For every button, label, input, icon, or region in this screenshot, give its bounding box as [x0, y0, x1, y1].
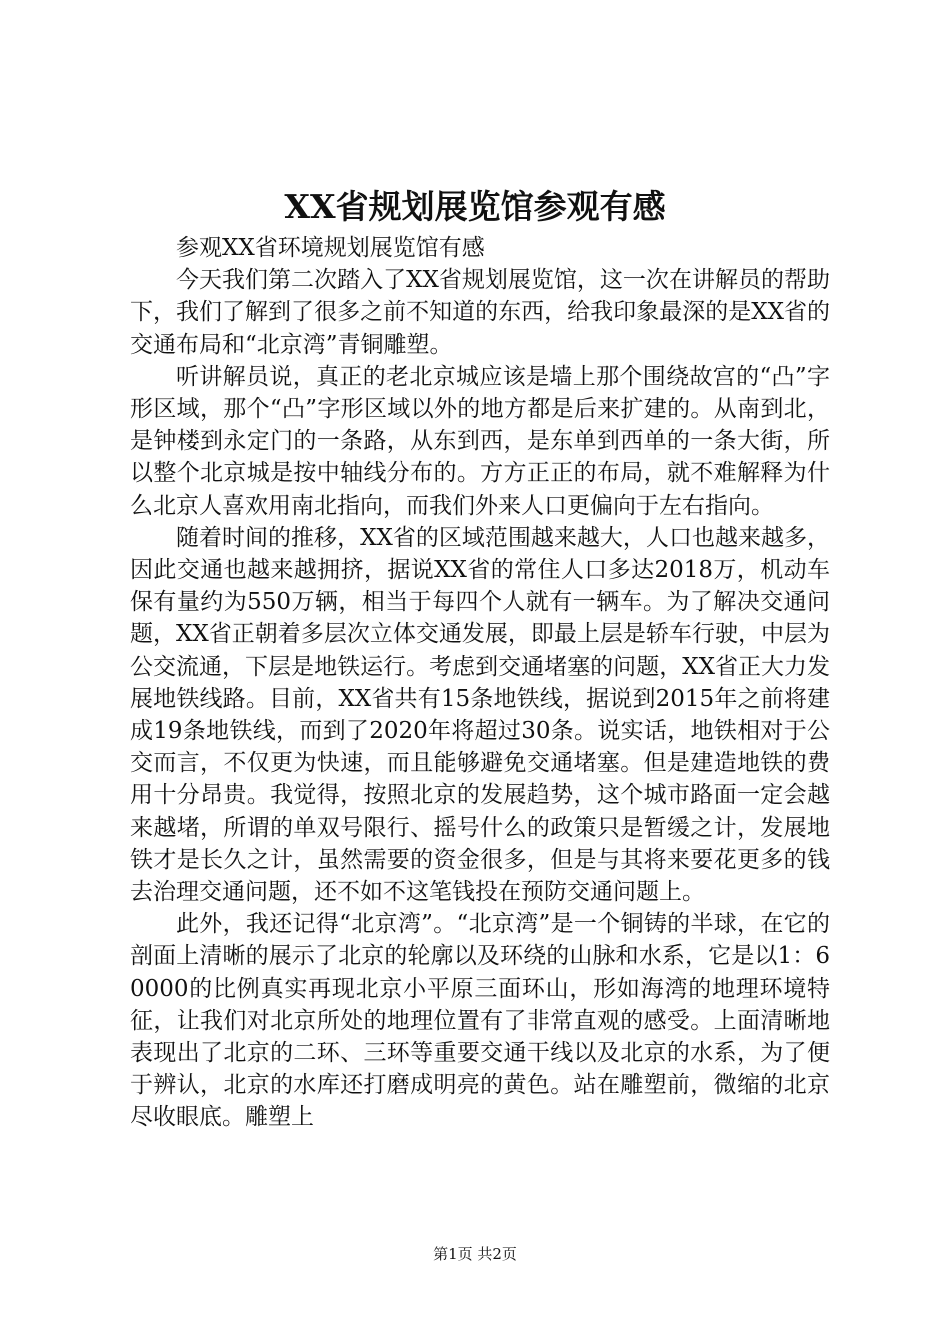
- paragraph: 随着时间的推移，XX省的区域范围越来越大，人口也越来越多，因此交通也越来越拥挤，据说XX省的常住人口多达2018万，机动车保有量约为550万辆，相当于每四个人就有一辆车。为了解决交通问题，XX省正朝着多层次立体交通发展，即最上层是轿车行驶，中层为公交流通，下层是地铁运行。考虑到交通堵塞的问题，XX省正大力发展地铁线路。目前，XX省共有15条地铁线，据说到2015年之前将建成19条地铁线，而到了2020年将超过30条。说实话，地铁相对于公交而言，不仅更为快速，而且能够避免交通堵塞。但是建造地铁的费用十分昂贵。我觉得，按照北京的发展趋势，这个城市路面一定会越来越堵，所谓的单双号限行、摇号什么的政策只是暂缓之计，发展地铁才是长久之计，虽然需要的资金很多，但是与其将来要花更多的钱去治理交通问题，还不如不这笔钱投在预防交通问题上。: [130, 524, 830, 906]
- document-body: [130, 232, 830, 1134]
- paragraph: 今天我们第二次踏入了XX省规划展览馆，这一次在讲解员的帮助下，我们了解到了很多之前不知道的东西，给我印象最深的是XX省的交通布局和“北京湾”青铜雕塑。: [130, 267, 830, 358]
- document-title: XX省规划展览馆参观有感: [284, 187, 666, 226]
- paragraph-subtitle: 参观XX省环境规划展览馆有感: [176, 235, 485, 261]
- paragraph: 此外，我还记得“北京湾”。“北京湾”是一个铜铸的半球，在它的剖面上清晰的展示了北京的轮廓以及环绕的山脉和水系，它是以1：60000的比例真实再现北京小平原三面环山，形如海湾的地理环境特征，让我们对北京所处的地理位置有了非常直观的感受。上面清晰地表现出了北京的二环、三环等重要交通干线以及北京的水系，为了便于辨认，北京的水库还打磨成明亮的黄色。站在雕塑前，微缩的北京尽收眼底。雕塑上: [130, 911, 830, 1131]
- paragraph: 听讲解员说，真正的老北京城应该是墙上那个围绕故宫的“凸”字形区域，那个“凸”字形区域以外的地方都是后来扩建的。从南到北，是钟楼到永定门的一条路，从东到西，是东单到西单的一条大街，所以整个北京城是按中轴线分布的。方方正正的布局，就不难解释为什么北京人喜欢用南北指向，而我们外来人口更偏向于左右指向。: [130, 363, 830, 519]
- page-number-footer: 第1页 共2页: [433, 1245, 517, 1263]
